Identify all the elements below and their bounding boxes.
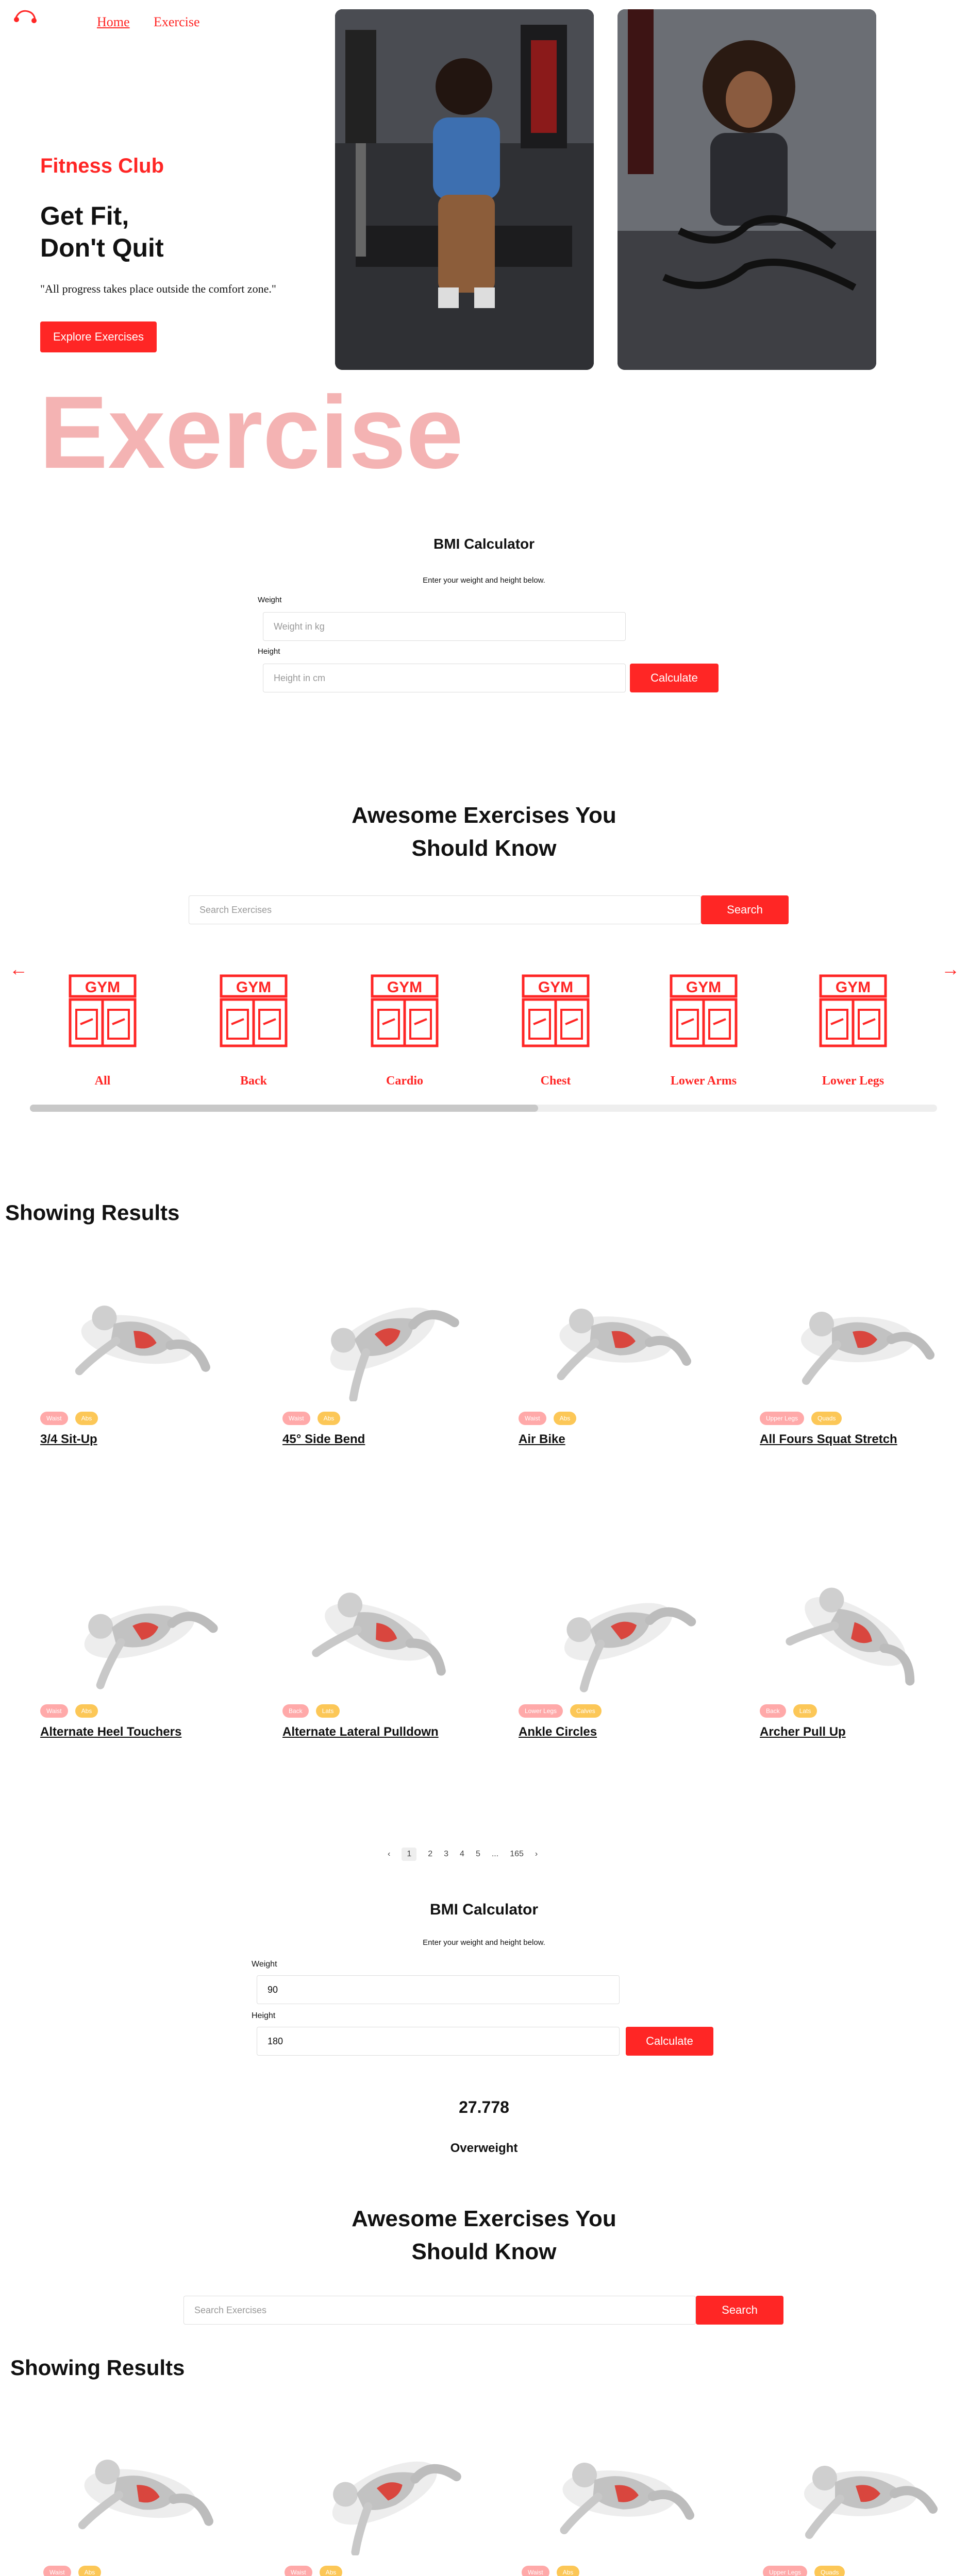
nav-home-link[interactable]: Home [97,14,130,29]
search-button[interactable]: Search [701,895,789,924]
exercise-image [519,1560,714,1694]
category-cardio[interactable] [361,974,448,1088]
page-item[interactable]: ‹ [388,1850,391,1858]
gym-icon [361,974,448,1054]
exercise-image [285,2421,480,2555]
gym-icon [809,974,897,1054]
height2-label: Height [252,2011,276,2020]
exercise-image [40,1560,236,1694]
body-part-badge[interactable]: Waist [522,2566,549,2576]
calculate-button[interactable]: Calculate [630,664,719,692]
target-badge[interactable]: Quads [811,1412,842,1425]
badge-row [519,1412,714,1425]
exercise-name[interactable]: Air Bike [519,1432,565,1446]
bmi-title: BMI Calculator [433,536,535,552]
exercise-figure [522,2421,717,2555]
target-badge[interactable]: Quads [814,2566,845,2576]
bmi2-subtitle: Enter your weight and height below. [423,1938,545,1947]
exercise-figure [763,2421,959,2555]
target-badge[interactable]: Abs [554,1412,577,1425]
page-item[interactable]: 5 [475,1850,480,1858]
target-badge[interactable]: Abs [318,1412,341,1425]
target-badge[interactable]: Abs [78,2566,102,2576]
exercise-image [763,2421,959,2555]
pagination [388,1848,538,1861]
results2-exercise-card[interactable] [43,2421,239,2576]
results2-exercise-card[interactable] [763,2421,959,2576]
category-all[interactable] [59,974,146,1088]
hero-quote: "All progress takes place outside the comfort zone." [40,282,276,295]
gym-icon-text: GYM [236,979,272,996]
weight-input[interactable]: Weight in kg [263,612,626,641]
category-label: All [94,1074,111,1088]
search2-button[interactable]: Search [696,2296,783,2325]
carousel-next-arrow-icon[interactable]: → [941,958,960,979]
body-part-badge[interactable]: Waist [40,1412,68,1425]
hero-title-line2: Don't Quit [40,233,164,262]
gym-icon-text: GYM [835,979,871,996]
hero-image-treadmill [335,9,594,370]
results-exercise-card[interactable] [40,1560,236,1739]
exercise-figure [760,1267,956,1401]
bmi2-title: BMI Calculator [429,1901,539,1918]
gym-icon [210,974,297,1054]
badge-row [282,1412,478,1425]
page-item[interactable]: 1 [402,1848,416,1861]
search2-input[interactable]: Search Exercises [183,2296,696,2325]
body-part-badge[interactable]: Upper Legs [760,1412,804,1425]
page-item[interactable]: 4 [460,1850,464,1858]
gym-icon [512,974,599,1054]
logo[interactable] [12,7,38,28]
badge-row [40,1704,236,1718]
badge-row [522,2566,717,2576]
gym-icon-text: GYM [686,979,722,996]
exercise-name[interactable]: Alternate Lateral Pulldown [282,1725,439,1739]
badge-row [760,1704,956,1718]
exercise-name[interactable]: Ankle Circles [519,1725,597,1739]
target-badge[interactable]: Abs [320,2566,343,2576]
results2-exercise-card[interactable] [285,2421,480,2576]
hero-image-battle-ropes [617,9,876,370]
gym-icon [59,974,146,1054]
category-label: Chest [540,1074,571,1088]
category-chest[interactable] [512,974,599,1088]
page-item[interactable]: › [535,1850,538,1858]
dumbbell-logo-icon [12,7,38,28]
bmi-result-label: Overweight [450,2141,518,2155]
exercise-image [519,1267,714,1401]
target-badge[interactable]: Abs [75,1704,98,1718]
exercise-figure [282,1560,478,1694]
exercise-figure [40,1267,236,1401]
exercise-name[interactable]: 3/4 Sit-Up [40,1432,97,1446]
category-lower-arms[interactable] [660,974,747,1088]
results-exercise-card[interactable] [282,1267,478,1447]
exercise-image [282,1267,478,1401]
category-label: Lower Legs [822,1074,884,1088]
search-title-line1: Awesome Exercises You [352,803,616,828]
nav-exercise-link[interactable]: Exercise [154,14,200,29]
badge-row [282,1704,478,1718]
hero-brand: Fitness Club [40,155,164,177]
calculate2-button[interactable]: Calculate [626,2027,713,2056]
search-title-line2: Should Know [411,836,557,861]
page-item[interactable]: 165 [510,1850,524,1858]
category-label: Lower Arms [670,1074,737,1088]
exercise-name[interactable]: All Fours Squat Stretch [760,1432,897,1446]
exercise-image [282,1560,478,1694]
height-label: Height [258,647,280,656]
search2-title-line1: Awesome Exercises You [352,2206,616,2231]
exercise-figure [760,1560,956,1694]
exercise-image [522,2421,717,2555]
target-badge[interactable]: Calves [570,1704,602,1718]
carousel-scrollbar-thumb[interactable] [30,1105,538,1112]
body-part-badge[interactable]: Upper Legs [763,2566,807,2576]
results2-title: Showing Results [10,2355,185,2380]
results-title: Showing Results [5,1200,180,1225]
weight-label: Weight [258,596,282,604]
exercise-figure [519,1267,714,1401]
page-item[interactable]: 3 [444,1850,449,1858]
category-label: Back [240,1074,267,1088]
target-badge[interactable]: Abs [557,2566,580,2576]
exercise-name[interactable]: Archer Pull Up [760,1725,846,1739]
exercise-figure [282,1267,478,1401]
exercise-figure [519,1560,714,1694]
category-lower-legs[interactable] [809,974,897,1088]
hero-big-word: Exercise [39,375,463,490]
results-exercise-card[interactable] [760,1560,956,1739]
exercise-name[interactable]: 45° Side Bend [282,1432,365,1446]
exercise-image [760,1560,956,1694]
results-exercise-card[interactable] [282,1560,478,1739]
body-part-badge[interactable]: Back [282,1704,309,1718]
height2-input[interactable]: 180 [257,2027,620,2056]
body-part-badge[interactable]: Waist [43,2566,71,2576]
body-part-badge[interactable]: Waist [285,2566,312,2576]
body-part-badge[interactable]: Lower Legs [519,1704,563,1718]
gym-icon [660,974,747,1054]
results-exercise-card[interactable] [760,1267,956,1447]
page-item[interactable]: ... [491,1850,499,1858]
results-exercise-card[interactable] [40,1267,236,1447]
body-part-badge[interactable]: Waist [282,1412,310,1425]
gym-icon-text: GYM [85,979,121,996]
body-part-badge[interactable]: Back [760,1704,786,1718]
gym-icon-text: GYM [387,979,423,996]
badge-row [285,2566,480,2576]
badge-row [760,1412,956,1425]
page-item[interactable]: 2 [428,1850,433,1858]
bmi-subtitle: Enter your weight and height below. [423,576,545,585]
exercise-figure [285,2421,480,2555]
gym-icon-text: GYM [538,979,574,996]
exercise-figure [40,1560,236,1694]
exercise-name[interactable]: Alternate Heel Touchers [40,1725,182,1739]
badge-row [43,2566,239,2576]
exercise-figure [43,2421,239,2555]
exercise-image [40,1267,236,1401]
badge-row [763,2566,959,2576]
results-exercise-card[interactable] [519,1267,714,1447]
results2-exercise-card[interactable] [522,2421,717,2576]
badge-row [40,1412,236,1425]
weight2-label: Weight [252,1960,277,1969]
search-input[interactable]: Search Exercises [189,895,701,924]
results-exercise-card[interactable] [519,1560,714,1739]
explore-exercises-button[interactable]: Explore Exercises [40,321,157,352]
target-badge[interactable]: Abs [75,1412,98,1425]
hero-title-line1: Get Fit, [40,201,129,230]
weight2-input[interactable]: 90 [257,1975,620,2004]
category-back[interactable] [210,974,297,1088]
body-part-badge[interactable]: Waist [519,1412,546,1425]
bmi-result-value: 27.778 [459,2098,509,2116]
exercise-image [43,2421,239,2555]
carousel-prev-arrow-icon[interactable]: ← [9,958,28,979]
height-input[interactable]: Height in cm [263,664,626,692]
badge-row [519,1704,714,1718]
carousel-scrollbar[interactable] [30,1105,937,1112]
exercise-image [760,1267,956,1401]
search2-title-line2: Should Know [411,2239,557,2264]
category-label: Cardio [386,1074,423,1088]
body-part-badge[interactable]: Waist [40,1704,68,1718]
target-badge[interactable]: Lats [316,1704,340,1718]
target-badge[interactable]: Lats [793,1704,817,1718]
